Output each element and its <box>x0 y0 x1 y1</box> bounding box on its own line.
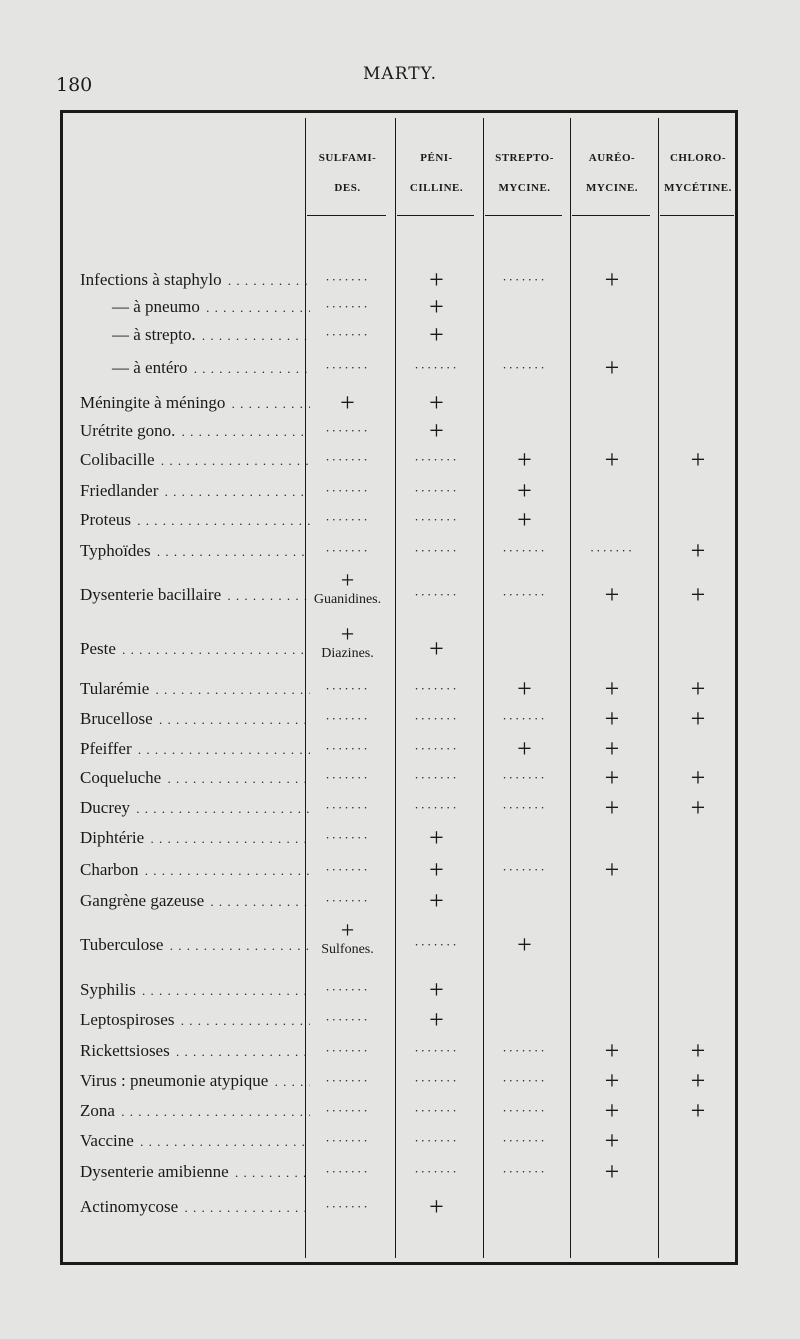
plus-mark: + <box>517 736 532 762</box>
column-header-aureomycine-line2: MYCINE. <box>585 182 639 194</box>
plus-mark: + <box>517 478 532 504</box>
header-underline <box>660 215 734 216</box>
row-label-text: Tuberculose <box>80 935 164 954</box>
dot-leader: ······· <box>414 452 459 467</box>
row-label-text: Méningite à méningo <box>80 393 226 412</box>
plus-mark: + <box>429 418 444 444</box>
row-label <box>80 676 310 702</box>
row-label-text: Rickettsioses <box>80 1041 170 1060</box>
dot-leader: ······· <box>414 681 459 696</box>
row-label-text: Leptospiroses <box>80 1010 175 1029</box>
plus-mark: + <box>604 1159 620 1185</box>
plus-mark: + <box>429 857 444 883</box>
page-number: 180 <box>56 74 93 96</box>
plus-mark: + <box>690 582 706 608</box>
dot-leader: ······· <box>325 483 370 498</box>
dot-leader: ······· <box>502 543 547 558</box>
plus-mark: + <box>340 920 355 944</box>
plus-mark: + <box>604 857 620 883</box>
drug-note-text: Guanidines. <box>313 592 382 607</box>
row-label-text: Dysenterie amibienne <box>80 1162 229 1181</box>
row-label <box>80 478 310 504</box>
row-label <box>80 977 310 1003</box>
row-label-text: — à entéro <box>80 358 190 377</box>
plus-mark: + <box>604 706 620 732</box>
dot-leader: ······· <box>502 1133 547 1148</box>
row-label-text: Brucellose <box>80 709 153 728</box>
plus-mark: + <box>604 447 620 473</box>
dot-leader: ······· <box>325 711 370 726</box>
row-label-text: Zona <box>80 1101 115 1120</box>
drug-note <box>305 920 390 964</box>
dot-leader: ······· <box>414 937 459 952</box>
column-header-sulfamides-line2: DES. <box>334 182 361 194</box>
plus-mark: + <box>517 447 532 473</box>
plus-mark: + <box>604 676 620 702</box>
row-label-text: — à pneumo <box>80 297 202 316</box>
row-label-text: Typhoïdes <box>80 541 151 560</box>
plus-mark: + <box>340 570 355 594</box>
plus-mark: + <box>604 736 620 762</box>
row-label <box>80 706 310 732</box>
plus-mark: + <box>517 507 532 533</box>
row-label <box>80 294 310 320</box>
drug-note-text: Sulfones. <box>321 942 374 957</box>
dot-leader: ······· <box>414 800 459 815</box>
row-label <box>80 390 310 416</box>
row-label-text: Virus : pneumonie atypique <box>80 1071 269 1090</box>
plus-mark: + <box>429 977 444 1003</box>
row-label-text: Tularémie <box>80 679 150 698</box>
row-label-text: Coqueluche <box>80 768 162 787</box>
row-label <box>80 825 310 851</box>
row-label <box>80 1128 310 1154</box>
row-label-text: Peste <box>80 639 116 658</box>
row-label-text: Gangrène gazeuse <box>80 891 205 910</box>
drug-note <box>305 570 390 614</box>
plus-mark: + <box>429 1007 444 1033</box>
dot-leader: ······· <box>502 862 547 877</box>
row-label <box>80 932 310 958</box>
drug-note <box>305 624 390 668</box>
plus-mark: + <box>340 390 355 416</box>
header-underline <box>397 215 474 216</box>
plus-mark: + <box>429 1194 444 1220</box>
row-label <box>80 1098 310 1124</box>
dot-leader: ······· <box>502 800 547 815</box>
dot-leader: ······· <box>325 272 370 287</box>
dot-leader: ······· <box>414 1043 459 1058</box>
dot-leader: ······· <box>325 1133 370 1148</box>
dot-leader: ······· <box>414 1073 459 1088</box>
running-head: MARTY. <box>363 64 437 84</box>
dot-leader: ······· <box>502 1164 547 1179</box>
plus-mark: + <box>604 1098 620 1124</box>
row-label-text: Proteus <box>80 510 131 529</box>
column-header-penicilline-line2: CILLINE. <box>409 182 464 194</box>
dot-leader: ······· <box>325 1103 370 1118</box>
dot-leader: ······· <box>414 1133 459 1148</box>
row-label <box>80 1038 310 1064</box>
row-label-text: Colibacille <box>80 450 155 469</box>
plus-mark: + <box>517 932 532 958</box>
dot-leader: ······· <box>414 543 459 558</box>
dot-leader: ······· <box>325 982 370 997</box>
dot-leader: ······· <box>414 770 459 785</box>
row-label-text: Diphtérie <box>80 828 145 847</box>
plus-mark: + <box>517 676 532 702</box>
header-underline <box>485 215 562 216</box>
dot-leader: ······· <box>325 800 370 815</box>
plus-mark: + <box>690 1068 706 1094</box>
row-label <box>80 267 310 293</box>
plus-mark: + <box>690 795 706 821</box>
row-label-text: Pfeiffer <box>80 739 132 758</box>
column-header-streptomycine-line2: MYCINE. <box>498 182 551 194</box>
row-label-text: Vaccine <box>80 1131 134 1150</box>
dot-leader: ······· <box>325 1199 370 1214</box>
plus-mark: + <box>429 390 444 416</box>
dot-leader: ······· <box>414 1164 459 1179</box>
dot-leader: ······· <box>414 711 459 726</box>
row-label-text: Charbon <box>80 860 139 879</box>
dot-leader: ······· <box>502 272 547 287</box>
dot-leader: ······· <box>325 681 370 696</box>
row-label <box>80 582 310 608</box>
plus-mark: + <box>690 765 706 791</box>
plus-mark: + <box>340 624 355 648</box>
plus-mark: + <box>690 447 706 473</box>
plus-mark: + <box>690 706 706 732</box>
dot-leader: ······· <box>414 483 459 498</box>
dot-leader: ······· <box>325 423 370 438</box>
dot-leader: ······· <box>325 299 370 314</box>
plus-mark: + <box>690 676 706 702</box>
column-header-chloromycetine-line2: MYCÉTINE. <box>664 182 732 194</box>
plus-mark: + <box>604 1068 620 1094</box>
dot-leader: ······· <box>325 741 370 756</box>
dot-leader: ······· <box>325 1012 370 1027</box>
dot-leader: ······· <box>325 512 370 527</box>
plus-mark: + <box>690 538 706 564</box>
row-label <box>80 355 310 381</box>
plus-mark: + <box>690 1038 706 1064</box>
row-label <box>80 1159 310 1185</box>
plus-mark: + <box>604 267 620 293</box>
row-label <box>80 636 310 662</box>
row-label <box>80 765 310 791</box>
column-header-sulfamides-line1: SULFAMI- <box>318 152 377 164</box>
row-label-text: Infections à staphylo <box>80 270 222 289</box>
row-label-text: Dysenterie bacillaire <box>80 585 222 604</box>
plus-mark: + <box>690 1098 706 1124</box>
dot-leader: ······· <box>325 1043 370 1058</box>
row-label-text: Actinomycose <box>80 1197 179 1216</box>
row-label <box>80 1194 310 1220</box>
row-label <box>80 1007 310 1033</box>
row-label-text: Friedlander <box>80 481 159 500</box>
dot-leader: ······· <box>325 360 370 375</box>
plus-mark: + <box>604 795 620 821</box>
dot-leader: ······· <box>414 587 459 602</box>
row-label-text: — à strepto. <box>80 325 198 344</box>
dot-leader: ······· <box>325 543 370 558</box>
dot-leader: ······· <box>502 360 547 375</box>
plus-mark: + <box>604 355 620 381</box>
plus-mark: + <box>429 322 444 348</box>
dot-leader: ······· <box>414 741 459 756</box>
dot-leader: ······· <box>502 587 547 602</box>
dot-leader: ······· <box>502 1073 547 1088</box>
plus-mark: + <box>429 888 444 914</box>
header-underline <box>307 215 386 216</box>
column-header-aureomycine-line1: AURÉO- <box>588 152 636 164</box>
dot-leader: ······· <box>325 452 370 467</box>
dot-leader: ······· <box>325 1073 370 1088</box>
dot-leader: ······· <box>502 1043 547 1058</box>
plus-mark: + <box>604 582 620 608</box>
row-label <box>80 888 310 914</box>
plus-mark: + <box>429 825 444 851</box>
dot-leader: ······· <box>325 862 370 877</box>
column-header-streptomycine-line1: STREPTO- <box>495 152 554 164</box>
plus-mark: + <box>429 636 444 662</box>
dot-leader: ······· <box>325 1164 370 1179</box>
row-label <box>80 1068 310 1094</box>
dot-leader: ······· <box>502 1103 547 1118</box>
dot-leader: ······· <box>414 360 459 375</box>
dot-leader: ······· <box>502 711 547 726</box>
row-label-text: Urétrite gono. <box>80 421 176 440</box>
row-label <box>80 857 310 883</box>
row-label <box>80 795 310 821</box>
plus-mark: + <box>604 1128 620 1154</box>
header-underline <box>572 215 650 216</box>
row-label <box>80 736 310 762</box>
row-label <box>80 447 310 473</box>
row-label-text: Syphilis <box>80 980 136 999</box>
column-header-penicilline-line1: PÉNI- <box>420 152 453 164</box>
row-label <box>80 507 310 533</box>
dot-leader: ······· <box>325 830 370 845</box>
plus-mark: + <box>429 294 444 320</box>
plus-mark: + <box>429 267 444 293</box>
row-label <box>80 322 310 348</box>
dot-leader: ······· <box>325 327 370 342</box>
row-label <box>80 538 310 564</box>
drug-note-text: Diazines. <box>321 646 374 661</box>
column-header-chloromycetine-line1: CHLORO- <box>669 152 727 164</box>
dot-leader: ······· <box>414 1103 459 1118</box>
dot-leader: ······· <box>325 893 370 908</box>
dot-leader: ······· <box>502 770 547 785</box>
dot-leader: ······· <box>325 770 370 785</box>
dot-leader: ······· <box>589 543 635 558</box>
dot-leader: ······· <box>414 512 459 527</box>
row-label <box>80 418 310 444</box>
row-label-text: Ducrey <box>80 798 131 817</box>
plus-mark: + <box>604 1038 620 1064</box>
plus-mark: + <box>604 765 620 791</box>
